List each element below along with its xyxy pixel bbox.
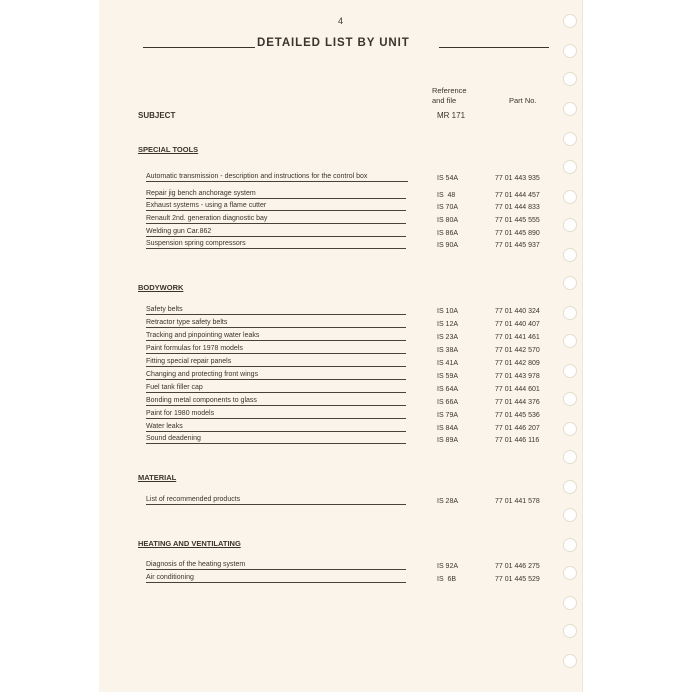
item-description: Automatic transmission - description and instructions for the control box bbox=[146, 172, 408, 182]
item-part-number: 77 01 445 937 bbox=[495, 242, 540, 249]
binder-hole bbox=[563, 218, 577, 232]
page-number: 4 bbox=[338, 16, 344, 26]
list-item bbox=[146, 172, 556, 182]
binder-hole bbox=[563, 334, 577, 348]
item-reference: IS 80A bbox=[437, 217, 459, 224]
list-item bbox=[146, 227, 556, 237]
binder-hole bbox=[563, 132, 577, 146]
reference-header-line2: and file bbox=[432, 96, 457, 105]
item-reference: IS 70A bbox=[437, 204, 459, 211]
item-reference: IS 84A bbox=[437, 425, 459, 432]
item-reference: IS 38A bbox=[437, 347, 459, 354]
item-description: Paint for 1980 models bbox=[146, 409, 406, 419]
list-item bbox=[146, 409, 556, 419]
item-part-number: 77 01 445 529 bbox=[495, 576, 540, 583]
item-part-number: 77 01 446 116 bbox=[495, 437, 540, 444]
item-description: Water leaks bbox=[146, 422, 406, 432]
list-item bbox=[146, 560, 556, 570]
binder-hole bbox=[563, 566, 577, 580]
section-title: SPECIAL TOOLS bbox=[138, 145, 199, 154]
binder-hole bbox=[563, 480, 577, 494]
item-reference: IS 92A bbox=[437, 563, 459, 570]
binder-hole bbox=[563, 624, 577, 638]
binder-hole bbox=[563, 508, 577, 522]
title-rule-right bbox=[439, 47, 549, 48]
section-title: MATERIAL bbox=[138, 473, 177, 482]
binder-hole bbox=[563, 72, 577, 86]
binder-holes bbox=[567, 10, 583, 680]
list-item bbox=[146, 331, 556, 341]
item-part-number: 77 01 442 809 bbox=[495, 360, 540, 367]
item-part-number: 77 01 440 407 bbox=[495, 321, 540, 328]
item-description: Exhaust systems - using a flame cutter bbox=[146, 201, 406, 211]
title-rule-left bbox=[143, 47, 255, 48]
item-description: Repair jig bench anchorage system bbox=[146, 189, 406, 199]
binder-hole bbox=[563, 190, 577, 204]
item-description: Diagnosis of the heating system bbox=[146, 560, 406, 570]
item-description: Paint formulas for 1978 models bbox=[146, 344, 406, 354]
item-part-number: 77 01 444 601 bbox=[495, 386, 540, 393]
item-description: Suspension spring compressors bbox=[146, 239, 406, 249]
item-reference: IS 54A bbox=[437, 175, 459, 182]
item-part-number: 77 01 443 935 bbox=[495, 175, 540, 182]
binder-hole bbox=[563, 538, 577, 552]
list-item bbox=[146, 201, 556, 211]
list-item bbox=[146, 357, 556, 367]
item-reference: IS 66A bbox=[437, 399, 459, 406]
binder-hole bbox=[563, 102, 577, 116]
item-reference: IS 6B bbox=[437, 576, 457, 583]
binder-hole bbox=[563, 276, 577, 290]
reference-header bbox=[432, 86, 467, 106]
binder-hole bbox=[563, 422, 577, 436]
item-description: Air conditioning bbox=[146, 573, 406, 583]
item-reference: IS 48 bbox=[437, 192, 456, 199]
item-reference: IS 41A bbox=[437, 360, 459, 367]
list-item bbox=[146, 239, 556, 249]
item-part-number: 77 01 443 978 bbox=[495, 373, 540, 380]
item-reference: IS 86A bbox=[437, 230, 459, 237]
item-reference: IS 10A bbox=[437, 308, 459, 315]
title-row bbox=[143, 37, 549, 51]
binder-hole bbox=[563, 596, 577, 610]
list-item bbox=[146, 344, 556, 354]
item-description: Renault 2nd. generation diagnostic bay bbox=[146, 214, 406, 224]
list-item bbox=[146, 214, 556, 224]
list-item bbox=[146, 318, 556, 328]
item-reference: IS 28A bbox=[437, 498, 459, 505]
item-reference: IS 12A bbox=[437, 321, 459, 328]
binder-hole bbox=[563, 450, 577, 464]
part-no-header: Part No. bbox=[509, 96, 537, 105]
list-item bbox=[146, 383, 556, 393]
item-part-number: 77 01 441 461 bbox=[495, 334, 540, 341]
list-item bbox=[146, 422, 556, 432]
item-reference: IS 64A bbox=[437, 386, 459, 393]
binder-hole bbox=[563, 654, 577, 668]
item-description: Bonding metal components to glass bbox=[146, 396, 406, 406]
binder-hole bbox=[563, 160, 577, 174]
item-description: Fuel tank filler cap bbox=[146, 383, 406, 393]
section-title: BODYWORK bbox=[138, 283, 184, 292]
item-part-number: 77 01 442 570 bbox=[495, 347, 540, 354]
mr-reference: MR 171 bbox=[437, 111, 466, 120]
item-reference: IS 89A bbox=[437, 437, 459, 444]
item-part-number: 77 01 446 275 bbox=[495, 563, 540, 570]
item-description: Retractor type safety belts bbox=[146, 318, 406, 328]
item-description: List of recommended products bbox=[146, 495, 406, 505]
list-item bbox=[146, 396, 556, 406]
item-description: Tracking and pinpointing water leaks bbox=[146, 331, 406, 341]
list-item bbox=[146, 573, 556, 583]
list-item bbox=[146, 434, 556, 444]
item-part-number: 77 01 444 457 bbox=[495, 192, 540, 199]
item-description: Fitting special repair panels bbox=[146, 357, 406, 367]
item-description: Welding gun Car.862 bbox=[146, 227, 406, 237]
item-part-number: 77 01 440 324 bbox=[495, 308, 540, 315]
binder-hole bbox=[563, 364, 577, 378]
item-part-number: 77 01 444 376 bbox=[495, 399, 540, 406]
item-description: Sound deadening bbox=[146, 434, 406, 444]
item-description: Changing and protecting front wings bbox=[146, 370, 406, 380]
list-item bbox=[146, 189, 556, 199]
item-reference: IS 59A bbox=[437, 373, 459, 380]
binder-hole bbox=[563, 392, 577, 406]
binder-hole bbox=[563, 44, 577, 58]
subject-heading: SUBJECT bbox=[138, 111, 176, 120]
list-item bbox=[146, 495, 556, 505]
item-description: Safety belts bbox=[146, 305, 406, 315]
section-title: HEATING AND VENTILATING bbox=[138, 539, 241, 548]
item-part-number: 77 01 445 555 bbox=[495, 217, 540, 224]
item-part-number: 77 01 445 536 bbox=[495, 412, 540, 419]
binder-hole bbox=[563, 306, 577, 320]
item-reference: IS 79A bbox=[437, 412, 459, 419]
binder-hole bbox=[563, 14, 577, 28]
item-reference: IS 90A bbox=[437, 242, 459, 249]
item-part-number: 77 01 446 207 bbox=[495, 425, 540, 432]
binder-hole bbox=[563, 248, 577, 262]
item-reference: IS 23A bbox=[437, 334, 459, 341]
page-title: DETAILED LIST BY UNIT bbox=[257, 37, 410, 49]
item-part-number: 77 01 444 833 bbox=[495, 204, 540, 211]
item-part-number: 77 01 441 578 bbox=[495, 498, 540, 505]
item-part-number: 77 01 445 890 bbox=[495, 230, 540, 237]
reference-header-line1: Reference bbox=[432, 86, 467, 95]
list-item bbox=[146, 305, 556, 315]
list-item bbox=[146, 370, 556, 380]
